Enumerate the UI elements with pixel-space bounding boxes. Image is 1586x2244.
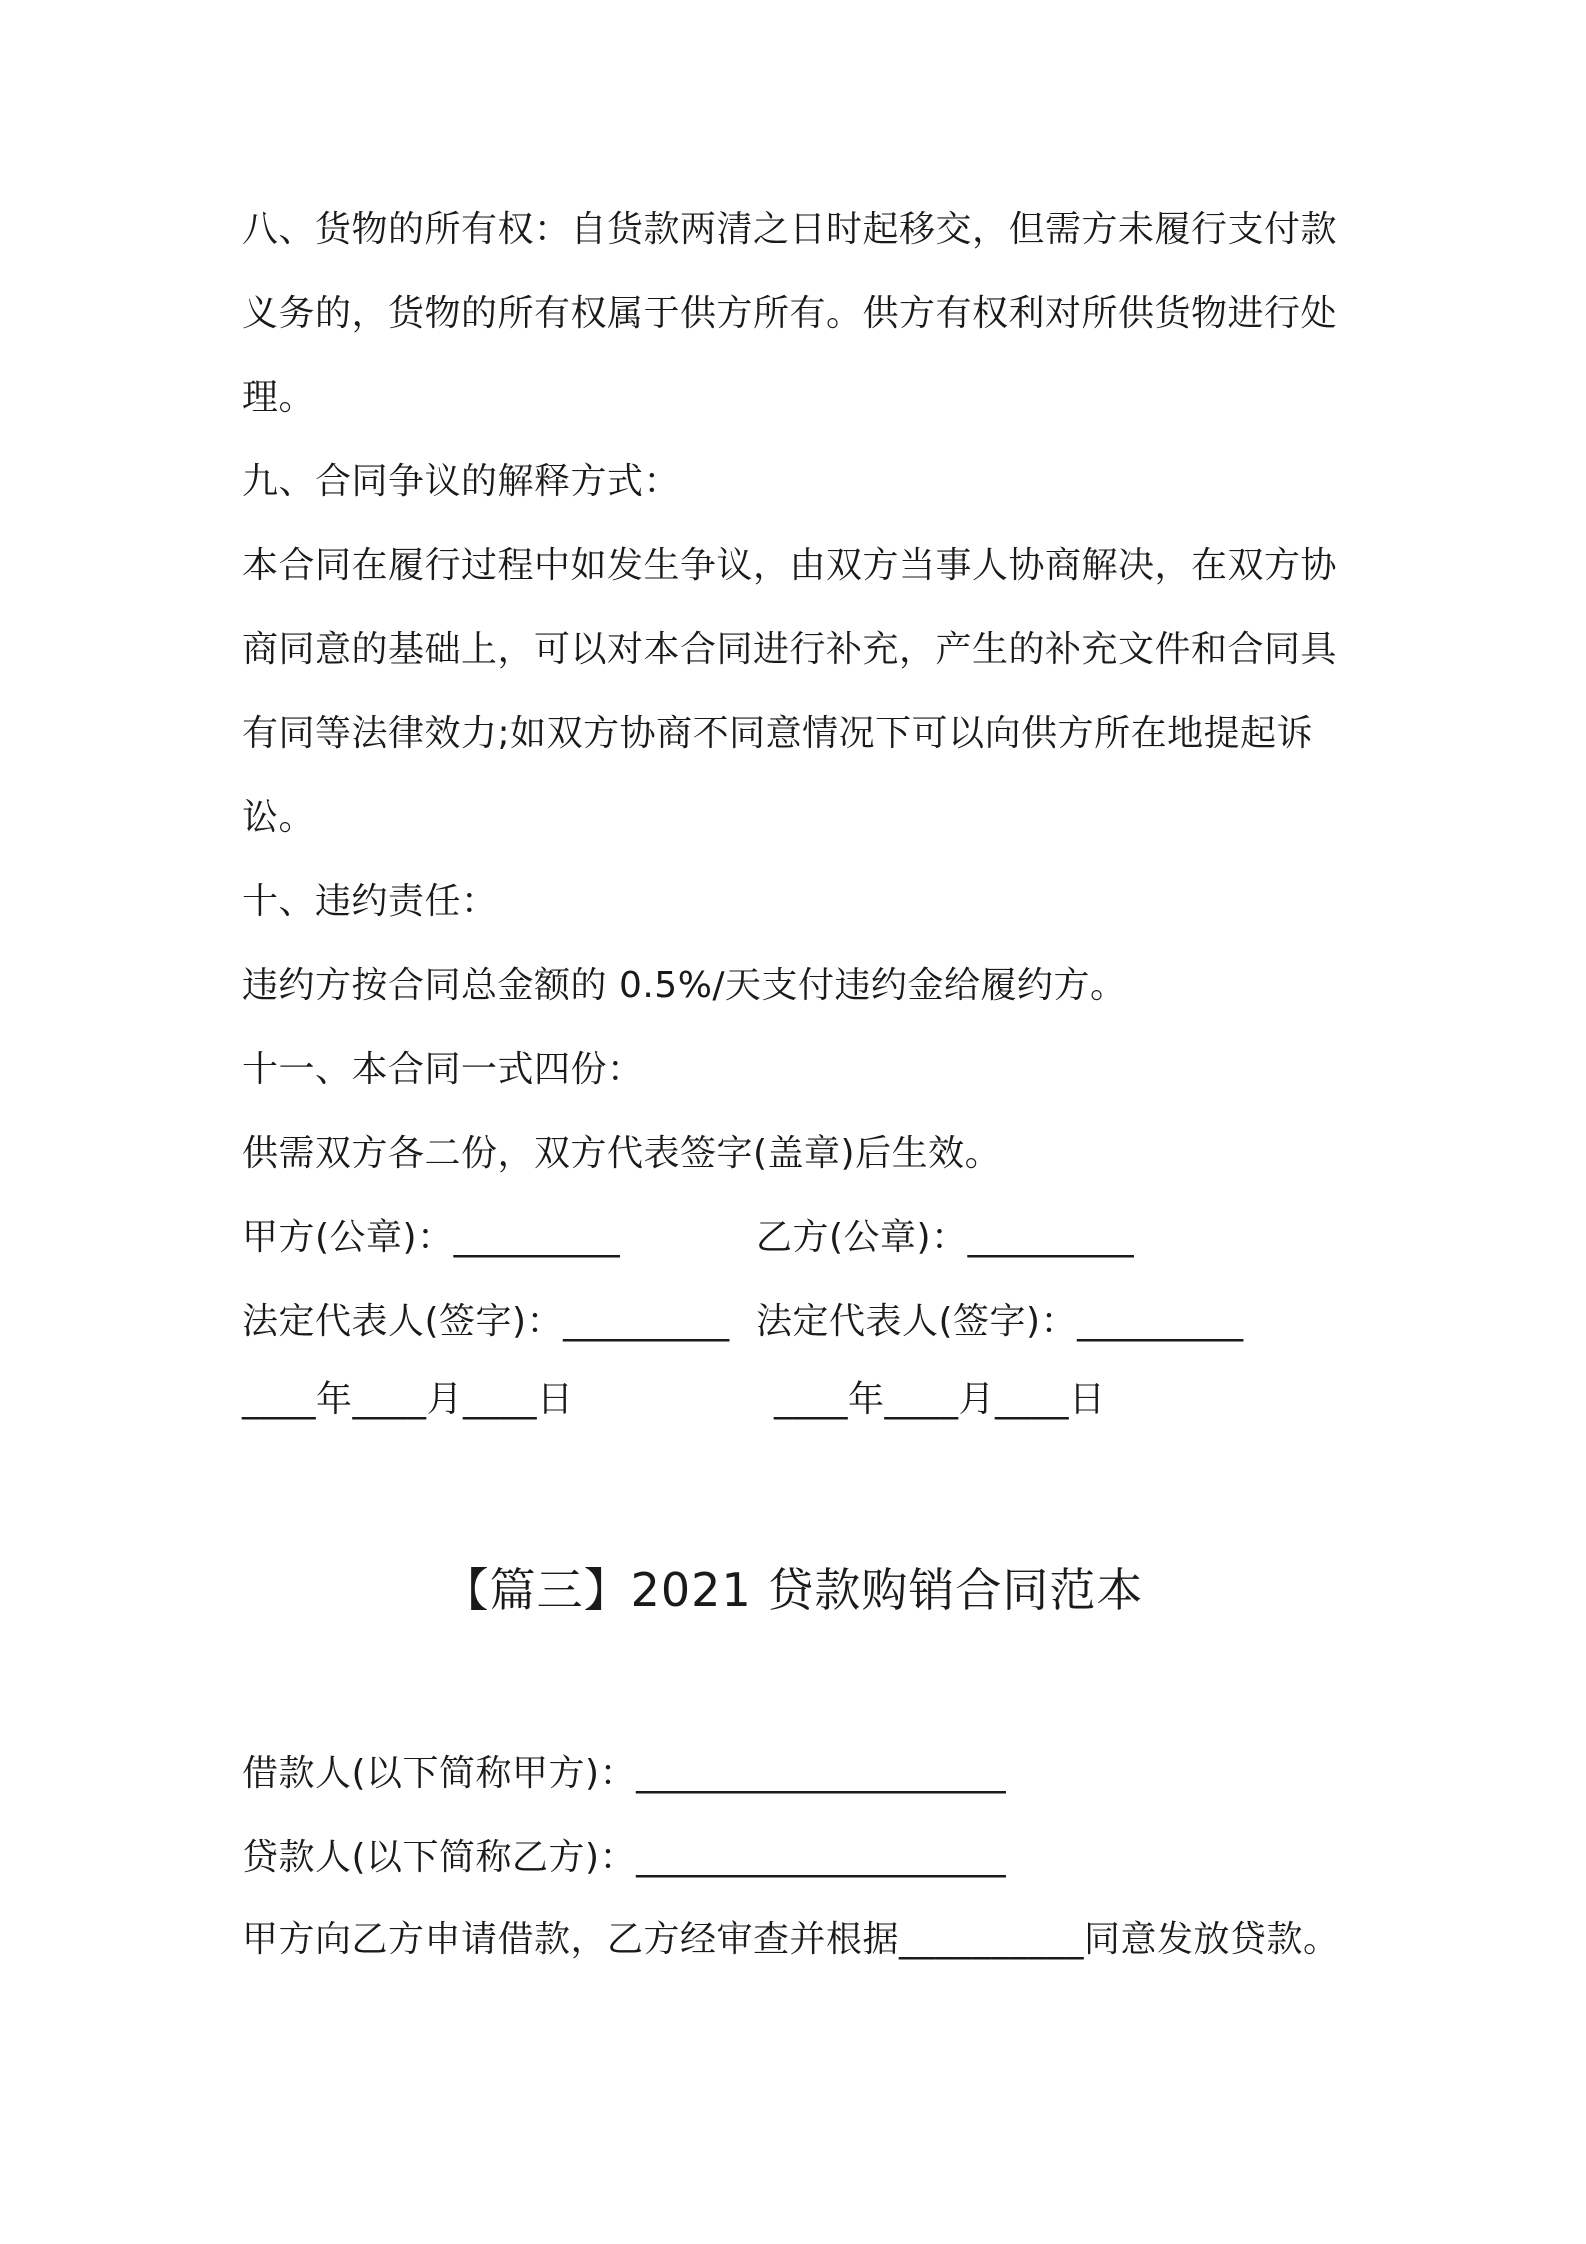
- loan-statement: 甲方向乙方申请借款，乙方经审查并根据__________同意发放贷款。: [242, 1919, 1340, 1960]
- party-a-date: ____年____月____日: [242, 1379, 574, 1420]
- section11-heading: 十一、本合同一式四份：: [242, 1049, 644, 1090]
- party-b-rep: 法定代表人(签字)：_________: [756, 1301, 1244, 1342]
- section9-line1: 本合同在履行过程中如发生争议，由双方当事人协商解决，在双方协: [242, 545, 1338, 586]
- section8-line1: 八、货物的所有权：自货款两清之日时起移交，但需方未履行支付款: [242, 209, 1338, 250]
- section9-line4: 讼。: [242, 797, 316, 838]
- section9-heading: 九、合同争议的解释方式：: [242, 461, 681, 502]
- lender-line: 贷款人(以下简称乙方)：____________________: [242, 1837, 1007, 1878]
- section10-line1: 违约方按合同总金额的 0.5%/天支付违约金给履约方。: [242, 965, 1127, 1006]
- section9-line2: 商同意的基础上，可以对本合同进行补充，产生的补充文件和合同具: [242, 629, 1338, 670]
- section11-line1: 供需双方各二份，双方代表签字(盖章)后生效。: [242, 1133, 1002, 1174]
- section9-line3: 有同等法律效力;如双方协商不同意情况下可以向供方所在地提起诉: [242, 713, 1314, 754]
- section10-heading: 十、违约责任：: [242, 881, 498, 922]
- section8-line2: 义务的，货物的所有权属于供方所有。供方有权利对所供货物进行处: [242, 293, 1338, 334]
- borrower-line: 借款人(以下简称甲方)：____________________: [242, 1753, 1007, 1794]
- section8-line3: 理。: [242, 377, 316, 418]
- party-a-rep: 法定代表人(签字)：_________: [242, 1301, 730, 1342]
- party-b-seal: 乙方(公章)：_________: [756, 1217, 1135, 1258]
- part3-title: 【篇三】2021 贷款购销合同范本: [442, 1563, 1144, 1617]
- party-a-seal: 甲方(公章)：_________: [242, 1217, 621, 1258]
- party-b-date: ____年____月____日: [774, 1379, 1106, 1420]
